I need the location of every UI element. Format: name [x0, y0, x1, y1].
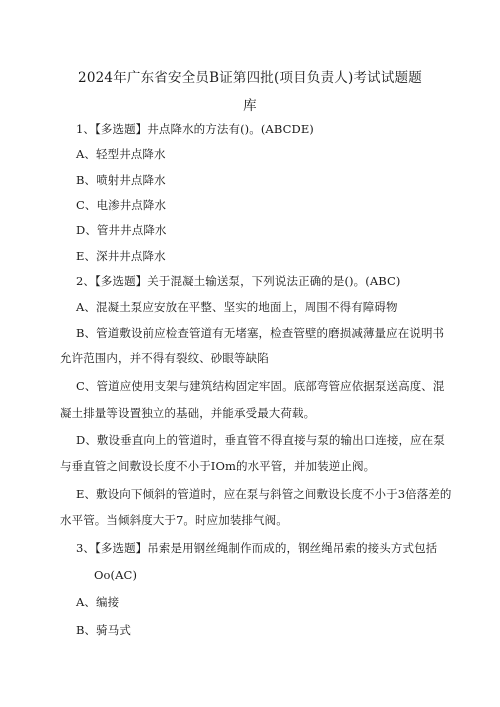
question-2-option-d-cont: 与垂直管之间敷设长度不小于IOm的水平管，并加装逆止阀。 [60, 459, 376, 473]
question-1-option-c: C、电渗井点降水 [76, 198, 167, 212]
question-1-option-a: A、轻型井点降水 [76, 147, 166, 161]
question-3: 3、【多选题】吊索是用钢丝绳制作而成的，钢丝绳吊索的接头方式包括 [76, 541, 438, 555]
question-2-option-a: A、混凝土泵应安放在平整、坚实的地面上，周围不得有障碍物 [76, 300, 398, 314]
question-3-option-a: A、编接 [76, 595, 120, 609]
question-2-option-d: D、敷设垂直向上的管道时，垂直管不得直接与泵的输出口连接，应在泵 [76, 433, 445, 447]
document-title-line-1: 2024年广东省安全员B证第四批(项目负责人)考试试题题 [78, 70, 422, 86]
question-2-option-e: E、敷设向下倾斜的管道时，应在泵与斜管之间敷设长度不小于3倍落差的 [76, 487, 452, 501]
question-1-option-e: E、深井井点降水 [76, 249, 166, 263]
question-2-option-e-cont: 水平管。当倾斜度大于7。时应加装排气阀。 [60, 513, 288, 527]
question-2-option-b: B、管道敷设前应检查管道有无堵塞，检查管壁的磨损减薄量应在说明书 [76, 326, 445, 340]
question-2-option-c-cont: 凝土排量等设置独立的基础，并能承受最大荷载。 [60, 406, 316, 420]
question-1-option-d: D、管井井点降水 [76, 223, 167, 237]
question-1: 1、【多选题】井点降水的方法有()。(ABCDE) [76, 122, 314, 136]
question-2: 2、【多选题】关于混凝土输送泵，下列说法正确的是()。(ABC) [76, 274, 401, 288]
document-title-line-2: 库 [243, 98, 257, 114]
question-2-option-b-cont: 允许范围内，并不得有裂纹、砂眼等缺陷 [60, 351, 269, 365]
question-1-option-b: B、喷射井点降水 [76, 173, 166, 187]
question-3-option-b: B、骑马式 [76, 623, 131, 637]
question-3-cont: Oo(AC) [94, 568, 138, 582]
question-2-option-c: C、管道应使用支架与建筑结构固定牢固。底部弯管应依据泵送高度、混 [76, 379, 445, 393]
